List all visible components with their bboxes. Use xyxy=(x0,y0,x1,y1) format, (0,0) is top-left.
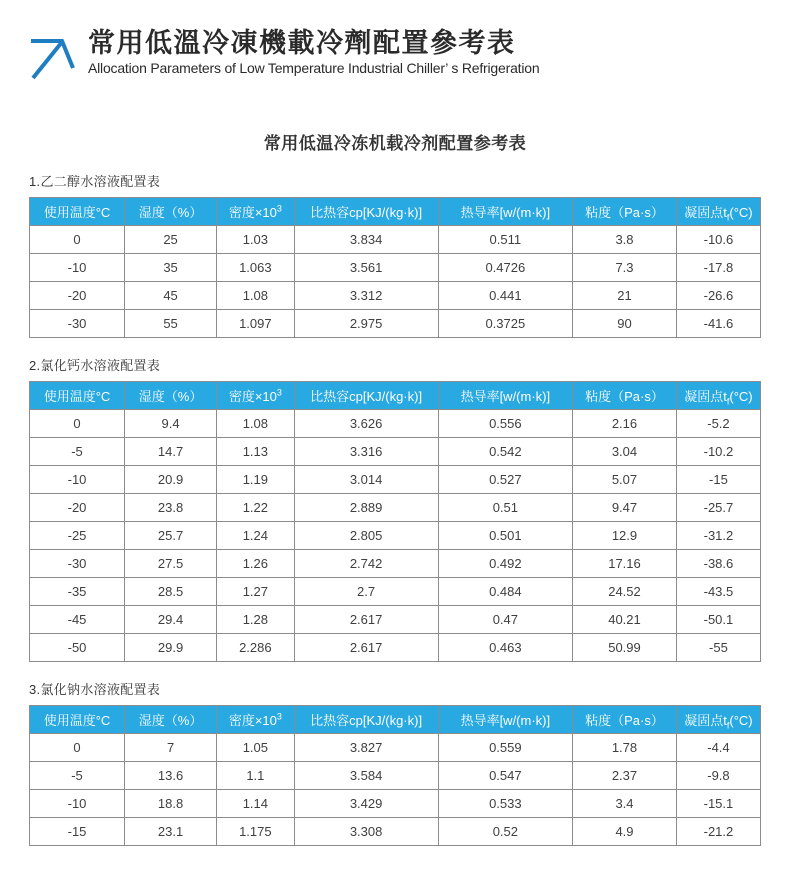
table-cell: -15 xyxy=(676,466,760,494)
table-cell: 40.21 xyxy=(573,606,677,634)
table-cell: 50.99 xyxy=(573,634,677,662)
table-cell: 0.511 xyxy=(438,226,573,254)
table-cell: 20.9 xyxy=(125,466,217,494)
table-cell: -5 xyxy=(30,438,125,466)
section-label-3: 3.氯化钠水溶液配置表 xyxy=(29,682,161,697)
table-cell: 0 xyxy=(30,226,125,254)
table-cell: -50 xyxy=(30,634,125,662)
table-cell: 3.561 xyxy=(294,254,438,282)
table-cell: -10 xyxy=(30,254,125,282)
table-cell: 0.547 xyxy=(438,762,573,790)
table-cell: -25 xyxy=(30,522,125,550)
table-cell: 5.07 xyxy=(573,466,677,494)
table-cell: 0 xyxy=(30,734,125,762)
table-row xyxy=(30,734,761,762)
table-cell: -20 xyxy=(30,494,125,522)
table-cell: 0.533 xyxy=(438,790,573,818)
table-cell: -55 xyxy=(676,634,760,662)
table-cell: 3.308 xyxy=(294,818,438,846)
section-label-2: 2.氯化钙水溶液配置表 xyxy=(29,358,161,373)
table-cell: -43.5 xyxy=(676,578,760,606)
table-cell: 55 xyxy=(125,310,217,338)
table-row xyxy=(30,550,761,578)
table-cell: 0.51 xyxy=(438,494,573,522)
table-cell: -10 xyxy=(30,790,125,818)
table-cell: 45 xyxy=(125,282,217,310)
table-cell: -5.2 xyxy=(676,410,760,438)
table-cell: 7 xyxy=(125,734,217,762)
table-cell: -10.6 xyxy=(676,226,760,254)
table-cell: 35 xyxy=(125,254,217,282)
table-cell: 0.52 xyxy=(438,818,573,846)
brand-header xyxy=(29,0,761,81)
table-cell: 1.097 xyxy=(217,310,294,338)
table-cell: 1.175 xyxy=(217,818,294,846)
table-cell: -26.6 xyxy=(676,282,760,310)
section-label-1: 1.乙二醇水溶液配置表 xyxy=(29,174,161,189)
table-cell: -17.8 xyxy=(676,254,760,282)
column-header: 粘度（Pa·s） xyxy=(573,198,677,226)
table-cell: 2.617 xyxy=(294,634,438,662)
table-cell: -4.4 xyxy=(676,734,760,762)
table-row xyxy=(30,790,761,818)
column-header: 凝固点$t_f(^\circ C)$ xyxy=(676,198,760,226)
table-cell: -45 xyxy=(30,606,125,634)
table-row xyxy=(30,578,761,606)
table-cell: 1.78 xyxy=(573,734,677,762)
table-cell: 1.08 xyxy=(217,282,294,310)
table-sections xyxy=(29,171,761,846)
data-table-1 xyxy=(29,197,761,338)
brand-title: 常用低溫冷凍機載冷劑配置參考表 xyxy=(88,28,516,58)
table-row xyxy=(30,494,761,522)
table-cell: 2.286 xyxy=(217,634,294,662)
table-cell: 1.08 xyxy=(217,410,294,438)
table-cell: 1.27 xyxy=(217,578,294,606)
table-cell: 21 xyxy=(573,282,677,310)
table-cell: 90 xyxy=(573,310,677,338)
table-cell: 2.889 xyxy=(294,494,438,522)
table-cell: 3.04 xyxy=(573,438,677,466)
table-row xyxy=(30,762,761,790)
table-cell: -41.6 xyxy=(676,310,760,338)
table-cell: 0.542 xyxy=(438,438,573,466)
table-cell: -5 xyxy=(30,762,125,790)
table-cell: -10 xyxy=(30,466,125,494)
table-cell: 14.7 xyxy=(125,438,217,466)
table-cell: -21.2 xyxy=(676,818,760,846)
table-cell: 3.8 xyxy=(573,226,677,254)
table-cell: 1.1 xyxy=(217,762,294,790)
column-header: 密度$\times 10^3$ xyxy=(217,382,294,410)
table-row xyxy=(30,410,761,438)
table-cell: 29.9 xyxy=(125,634,217,662)
table-cell: 12.9 xyxy=(573,522,677,550)
table-cell: 0 xyxy=(30,410,125,438)
table-cell: 0.463 xyxy=(438,634,573,662)
table-cell: 3.834 xyxy=(294,226,438,254)
table-row xyxy=(30,606,761,634)
table-cell: 7.3 xyxy=(573,254,677,282)
table-cell: -15.1 xyxy=(676,790,760,818)
table-cell: 9.47 xyxy=(573,494,677,522)
column-header: 湿度（%） xyxy=(125,198,217,226)
table-cell: 3.429 xyxy=(294,790,438,818)
table-cell: 1.24 xyxy=(217,522,294,550)
table-cell: 0.484 xyxy=(438,578,573,606)
table-cell: 3.312 xyxy=(294,282,438,310)
table-cell: 1.05 xyxy=(217,734,294,762)
column-header: 热导率[w/(m·k)] xyxy=(438,198,573,226)
table-cell: 0.527 xyxy=(438,466,573,494)
column-header: 比热容cp[KJ/(kg·k)] xyxy=(294,198,438,226)
table-cell: 1.26 xyxy=(217,550,294,578)
table-cell: -9.8 xyxy=(676,762,760,790)
table-row xyxy=(30,254,761,282)
table-cell: 3.584 xyxy=(294,762,438,790)
table-row xyxy=(30,226,761,254)
table-cell: 18.8 xyxy=(125,790,217,818)
data-table-3 xyxy=(29,705,761,846)
table-cell: -50.1 xyxy=(676,606,760,634)
column-header: 粘度（Pa·s） xyxy=(573,382,677,410)
column-header: 热导率[w/(m·k)] xyxy=(438,382,573,410)
column-header: 热导率[w/(m·k)] xyxy=(438,706,573,734)
column-header: 使用温度°C xyxy=(30,382,125,410)
table-cell: 23.1 xyxy=(125,818,217,846)
brand-subtitle: Allocation Parameters of Low Temperature Industrial Chiller’ s Refrigeration xyxy=(88,60,540,77)
table-cell: 25 xyxy=(125,226,217,254)
column-header: 密度$\times 10^3$ xyxy=(217,198,294,226)
table-cell: -38.6 xyxy=(676,550,760,578)
table-cell: 3.4 xyxy=(573,790,677,818)
table-cell: 9.4 xyxy=(125,410,217,438)
table-cell: -35 xyxy=(30,578,125,606)
table-cell: 0.492 xyxy=(438,550,573,578)
data-table-2 xyxy=(29,381,761,662)
column-header: 凝固点$t_f(^\circ C)$ xyxy=(676,382,760,410)
table-row xyxy=(30,282,761,310)
table-cell: 0.4726 xyxy=(438,254,573,282)
table-cell: 3.626 xyxy=(294,410,438,438)
table-cell: 4.9 xyxy=(573,818,677,846)
table-cell: -30 xyxy=(30,550,125,578)
table-cell: -25.7 xyxy=(676,494,760,522)
table-cell: 1.14 xyxy=(217,790,294,818)
column-header: 湿度（%） xyxy=(125,706,217,734)
column-header: 密度$\times 10^3$ xyxy=(217,706,294,734)
column-header: 湿度（%） xyxy=(125,382,217,410)
table-row xyxy=(30,310,761,338)
table-row xyxy=(30,634,761,662)
column-header: 凝固点$t_f(^\circ C)$ xyxy=(676,706,760,734)
table-cell: 23.8 xyxy=(125,494,217,522)
table-cell: 25.7 xyxy=(125,522,217,550)
table-cell: 29.4 xyxy=(125,606,217,634)
table-cell: 3.827 xyxy=(294,734,438,762)
table-cell: 2.37 xyxy=(573,762,677,790)
table-cell: -10.2 xyxy=(676,438,760,466)
table-cell: 2.805 xyxy=(294,522,438,550)
table-cell: 0.559 xyxy=(438,734,573,762)
table-cell: 0.47 xyxy=(438,606,573,634)
column-header: 使用温度°C xyxy=(30,706,125,734)
column-header: 比热容cp[KJ/(kg·k)] xyxy=(294,382,438,410)
table-cell: 2.975 xyxy=(294,310,438,338)
table-cell: 28.5 xyxy=(125,578,217,606)
arrow-up-right-icon xyxy=(29,28,75,81)
table-cell: -20 xyxy=(30,282,125,310)
table-cell: 0.441 xyxy=(438,282,573,310)
table-cell: 27.5 xyxy=(125,550,217,578)
table-row xyxy=(30,438,761,466)
table-cell: 17.16 xyxy=(573,550,677,578)
table-cell: 1.22 xyxy=(217,494,294,522)
table-row xyxy=(30,522,761,550)
table-cell: -30 xyxy=(30,310,125,338)
table-cell: 1.19 xyxy=(217,466,294,494)
document-title: 常用低温冷冻机载冷剂配置参考表 xyxy=(263,134,527,153)
table-cell: 1.28 xyxy=(217,606,294,634)
table-cell: 1.13 xyxy=(217,438,294,466)
column-header: 粘度（Pa·s） xyxy=(573,706,677,734)
table-cell: 24.52 xyxy=(573,578,677,606)
table-cell: 3.014 xyxy=(294,466,438,494)
table-cell: -31.2 xyxy=(676,522,760,550)
header-row xyxy=(30,706,761,734)
table-cell: 2.742 xyxy=(294,550,438,578)
header-row xyxy=(30,382,761,410)
column-header: 比热容cp[KJ/(kg·k)] xyxy=(294,706,438,734)
brand-text xyxy=(88,27,539,76)
header-row xyxy=(30,198,761,226)
table-cell: 2.617 xyxy=(294,606,438,634)
table-cell: 3.316 xyxy=(294,438,438,466)
table-cell: 13.6 xyxy=(125,762,217,790)
table-cell: 0.3725 xyxy=(438,310,573,338)
table-cell: 2.16 xyxy=(573,410,677,438)
table-row xyxy=(30,818,761,846)
table-cell: 0.556 xyxy=(438,410,573,438)
table-row xyxy=(30,466,761,494)
table-cell: 2.7 xyxy=(294,578,438,606)
table-cell: 1.063 xyxy=(217,254,294,282)
table-cell: -15 xyxy=(30,818,125,846)
table-cell: 0.501 xyxy=(438,522,573,550)
column-header: 使用温度°C xyxy=(30,198,125,226)
table-cell: 1.03 xyxy=(217,226,294,254)
